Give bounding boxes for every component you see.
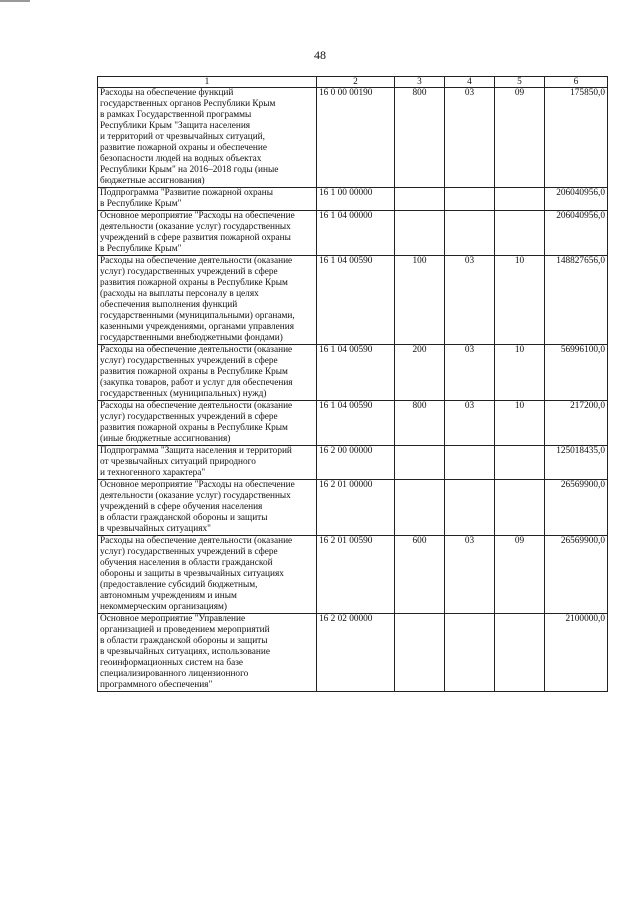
row-section: 03 bbox=[445, 256, 495, 345]
row-target-code: 16 1 04 00000 bbox=[317, 211, 395, 256]
column-header: 1 bbox=[98, 77, 317, 88]
row-subsection: 09 bbox=[495, 88, 545, 188]
row-subsection: 10 bbox=[495, 256, 545, 345]
table-row bbox=[98, 401, 608, 446]
row-target-code: 16 2 02 00000 bbox=[317, 614, 395, 692]
row-amount: 206040956,0 bbox=[545, 188, 608, 211]
row-subsection: 09 bbox=[495, 536, 545, 614]
row-amount: 125018435,0 bbox=[545, 446, 608, 480]
row-target-code: 16 2 01 00000 bbox=[317, 480, 395, 536]
row-expense-type: 600 bbox=[395, 536, 445, 614]
row-expense-type bbox=[395, 211, 445, 256]
table-row bbox=[98, 88, 608, 188]
column-header: 5 bbox=[495, 77, 545, 88]
page-number: 48 bbox=[314, 48, 326, 62]
column-header: 6 bbox=[545, 77, 608, 88]
row-amount: 56996100,0 bbox=[545, 345, 608, 401]
row-target-code: 16 1 04 00590 bbox=[317, 401, 395, 446]
row-section: 03 bbox=[445, 536, 495, 614]
row-expense-type: 800 bbox=[395, 401, 445, 446]
row-subsection bbox=[495, 211, 545, 256]
table-row bbox=[98, 446, 608, 480]
row-target-code: 16 2 00 00000 bbox=[317, 446, 395, 480]
row-target-code: 16 1 00 00000 bbox=[317, 188, 395, 211]
row-expense-type: 800 bbox=[395, 88, 445, 188]
row-subsection bbox=[495, 446, 545, 480]
row-section: 03 bbox=[445, 401, 495, 446]
row-section bbox=[445, 211, 495, 256]
row-expense-type: 200 bbox=[395, 345, 445, 401]
row-target-code: 16 0 00 00190 bbox=[317, 88, 395, 188]
row-name: Расходы на обеспечение функций государственных органов Республики Крым в рамках Государственной программы Республики Крым "Защита населения и территорий от чрезвычайных ситуаций, развитие пожарной охраны и обеспечение безопасности людей на водных объектах Республики Крым" на 2016–2018 годы (иные бюджетные ассигнования) bbox=[98, 88, 317, 188]
row-section bbox=[445, 480, 495, 536]
row-target-code: 16 2 01 00590 bbox=[317, 536, 395, 614]
row-expense-type bbox=[395, 188, 445, 211]
budget-table bbox=[97, 76, 608, 692]
row-section bbox=[445, 614, 495, 692]
table-row bbox=[98, 536, 608, 614]
row-subsection bbox=[495, 188, 545, 211]
header-row bbox=[98, 77, 608, 88]
row-name: Расходы на обеспечение деятельности (оказание услуг) государственных учреждений в сфере развития пожарной охраны в Республике Крым (закупка товаров, работ и услуг для обеспечения государственных (муниципальных) нужд) bbox=[98, 345, 317, 401]
table-row bbox=[98, 480, 608, 536]
row-section bbox=[445, 446, 495, 480]
row-amount: 148827656,0 bbox=[545, 256, 608, 345]
table-row bbox=[98, 614, 608, 692]
table-row bbox=[98, 188, 608, 211]
row-target-code: 16 1 04 00590 bbox=[317, 256, 395, 345]
row-amount: 2100000,0 bbox=[545, 614, 608, 692]
row-name: Расходы на обеспечение деятельности (оказание услуг) государственных учреждений в сфере обучения населения в области гражданской обороны и защиты в чрезвычайных ситуациях (предоставление субсидий бюджетным, автономным учреждениям и иным некоммерческим организациям) bbox=[98, 536, 317, 614]
column-header: 4 bbox=[445, 77, 495, 88]
row-amount: 206040956,0 bbox=[545, 211, 608, 256]
row-subsection bbox=[495, 480, 545, 536]
row-amount: 217200,0 bbox=[545, 401, 608, 446]
row-subsection: 10 bbox=[495, 345, 545, 401]
row-amount: 175850,0 bbox=[545, 88, 608, 188]
row-amount: 26569900,0 bbox=[545, 536, 608, 614]
row-name: Расходы на обеспечение деятельности (оказание услуг) государственных учреждений в сфере развития пожарной охраны в Республике Крым (расходы на выплаты персоналу в целях обеспечения выполнения функций государственными (муниципальными) органами, казенными учреждениями, органами управления государственными внебюджетными фондами) bbox=[98, 256, 317, 345]
row-name: Основное мероприятие "Расходы на обеспечение деятельности (оказание услуг) государственных учреждений в сфере обучения населения в области гражданской обороны и защиты в чрезвычайных ситуациях" bbox=[98, 480, 317, 536]
row-section bbox=[445, 188, 495, 211]
row-expense-type: 100 bbox=[395, 256, 445, 345]
table-row bbox=[98, 256, 608, 345]
row-name: Основное мероприятие "Расходы на обеспечение деятельности (оказание услуг) государственных учреждений в сфере развития пожарной охраны в Республике Крым" bbox=[98, 211, 317, 256]
row-name: Подпрограмма "Защита населения и территорий от чрезвычайных ситуаций природного и техногенного характера" bbox=[98, 446, 317, 480]
row-subsection: 10 bbox=[495, 401, 545, 446]
table-row bbox=[98, 211, 608, 256]
scan-corner-mark bbox=[0, 0, 30, 2]
row-subsection bbox=[495, 614, 545, 692]
row-expense-type bbox=[395, 446, 445, 480]
column-header: 3 bbox=[395, 77, 445, 88]
column-header: 2 bbox=[317, 77, 395, 88]
row-section: 03 bbox=[445, 88, 495, 188]
row-amount: 26569900,0 bbox=[545, 480, 608, 536]
row-expense-type bbox=[395, 480, 445, 536]
row-name: Расходы на обеспечение деятельности (оказание услуг) государственных учреждений в сфере развития пожарной охраны в Республике Крым (иные бюджетные ассигнования) bbox=[98, 401, 317, 446]
row-target-code: 16 1 04 00590 bbox=[317, 345, 395, 401]
row-name: Основное мероприятие "Управление организацией и проведением мероприятий в области гражданской обороны и защиты в чрезвычайных ситуациях, использование геоинформационных систем на базе специализированного лицензионного программного обеспечения" bbox=[98, 614, 317, 692]
row-name: Подпрограмма "Развитие пожарной охраны в Республике Крым" bbox=[98, 188, 317, 211]
table-row bbox=[98, 345, 608, 401]
row-expense-type bbox=[395, 614, 445, 692]
row-section: 03 bbox=[445, 345, 495, 401]
